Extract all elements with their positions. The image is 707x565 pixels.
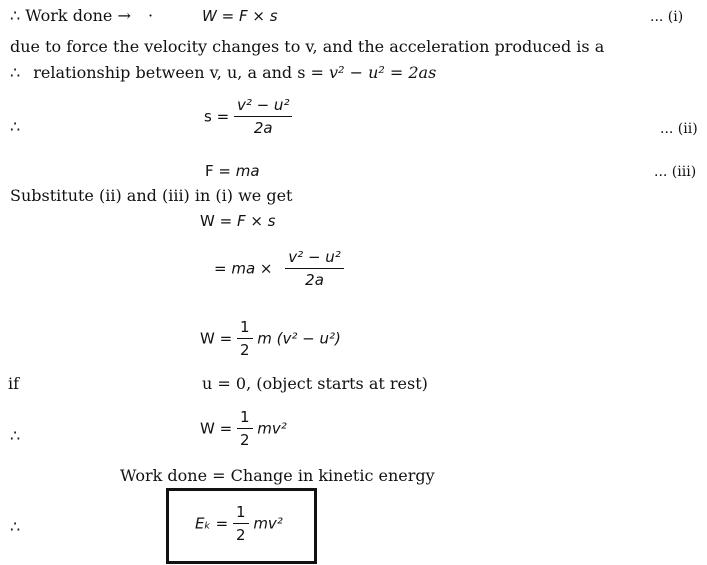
eq-f: F = ma <box>205 162 260 180</box>
eq-s: s = $\frac{\text{v² − u²}}{2a}$ <box>204 96 292 137</box>
therefore-symbol: ∴ <box>10 6 21 25</box>
rest-condition: u = 0, (object starts at rest) <box>202 374 428 393</box>
eq-work-def: W = F × s <box>202 7 278 25</box>
eq-tag-ii: ... (ii) <box>660 121 698 137</box>
eq-w-half-m: W = $\frac{1}{2}$ m (v² − u²) <box>200 318 341 359</box>
therefore-symbol: ∴ <box>10 63 21 82</box>
eq-w-half-mv2: W = $\frac{1}{2}$ mv² <box>200 408 287 449</box>
eq-tag-iii: ... (iii) <box>654 164 697 180</box>
eq-tag-i: ... (i) <box>650 9 684 25</box>
fraction: $\frac{1}{2}$ <box>233 503 249 544</box>
velocity-change-text: due to force the velocity changes to v, and the acceleration produced is a <box>10 37 605 56</box>
relationship-text: relationship between v, u, a and s = <box>33 63 324 82</box>
eq-kinetic-energy: Eₖ = $\frac{1}{2}$ mv² <box>195 503 283 544</box>
eq-w-fs: W = F × s <box>200 212 276 230</box>
therefore-symbol: ∴ <box>10 517 21 536</box>
fraction: $\frac{1}{2}$ <box>237 318 253 359</box>
arrow-symbol: → <box>117 6 131 25</box>
eq-w-ma: = ma × $\frac{\text{v² − u²}}{2a}$ <box>214 248 344 289</box>
fraction: $\frac{\text{v² − u²}}{2a}$ <box>285 248 344 289</box>
fraction: $\frac{1}{2}$ <box>237 408 253 449</box>
therefore-symbol: ∴ <box>10 426 21 445</box>
if-label: if <box>8 374 20 393</box>
dot-mark: · <box>147 6 154 25</box>
work-done-line <box>10 6 153 25</box>
work-energy-statement: Work done = Change in kinetic energy <box>120 466 435 485</box>
fraction: $\frac{\text{v² − u²}}{2a}$ <box>234 96 293 137</box>
substitute-text: Substitute (ii) and (iii) in (i) we get <box>10 186 293 205</box>
work-done-label: Work done <box>25 6 113 25</box>
relationship-line <box>10 63 436 82</box>
therefore-symbol: ∴ <box>10 117 21 136</box>
relationship-eq: v² − u² = 2as <box>329 63 437 82</box>
